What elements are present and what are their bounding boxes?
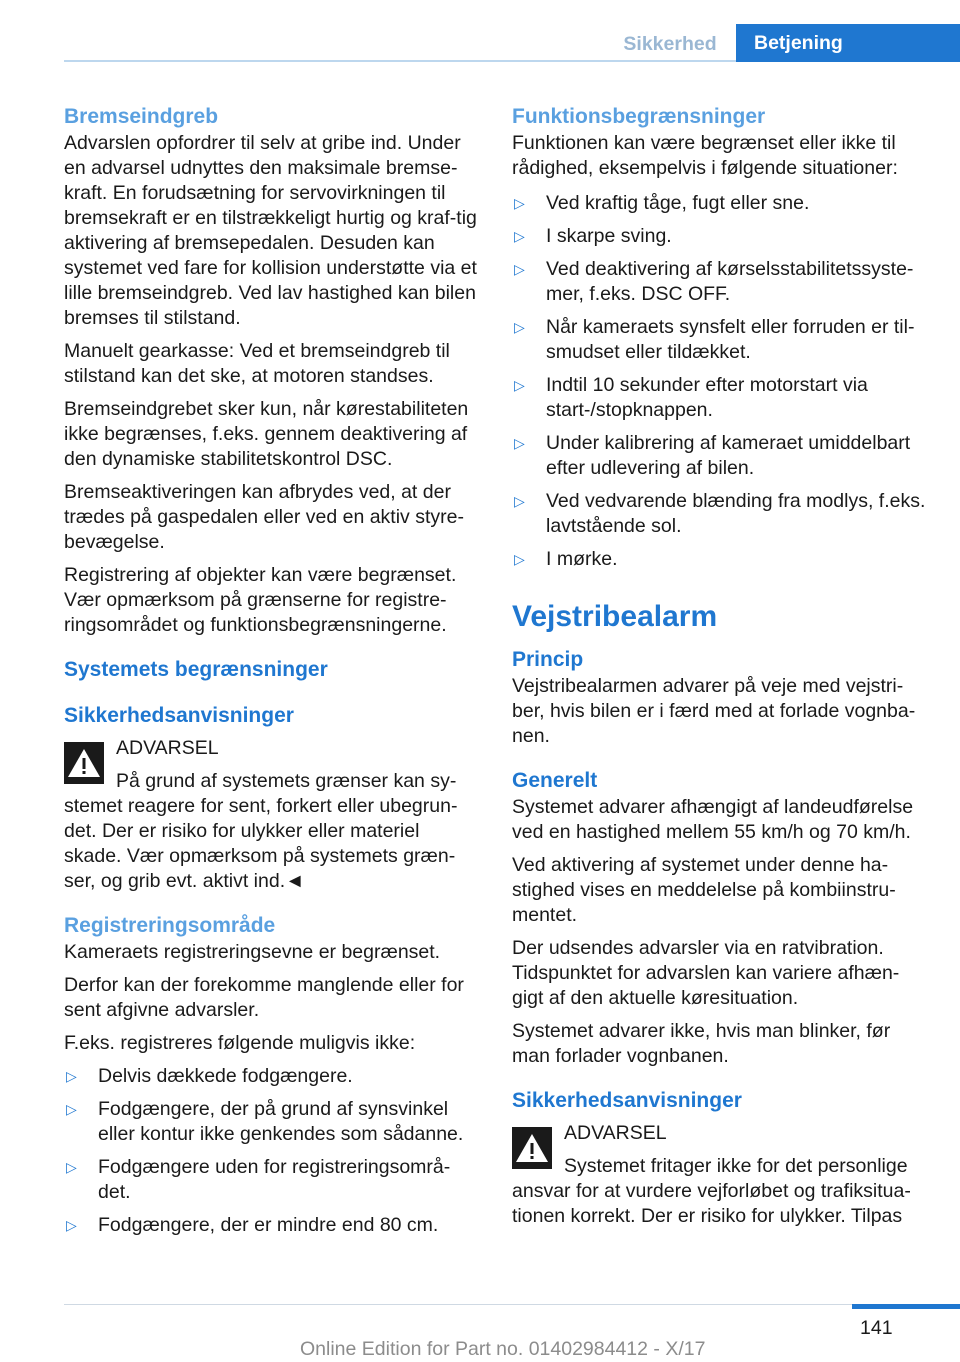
warning-triangle-icon — [512, 1127, 552, 1169]
paragraph: Derfor kan der forekomme manglende eller for sent afgivne advarsler. — [64, 974, 464, 1021]
list-item: ▷ Fodgængere uden for registreringsområ-det. — [66, 1156, 451, 1203]
left-column — [64, 103, 482, 1246]
warning-title: ADVARSEL — [116, 737, 219, 759]
warning-title: ADVARSEL — [564, 1122, 667, 1144]
page-number: 141 — [860, 1317, 893, 1339]
paragraph: Systemet advarer ikke, hvis man blinker, før man forlader vognbanen. — [512, 1020, 891, 1067]
paragraph: Ved aktivering af systemet under denne ha-stighed vises en meddelelse på kombiinstru-mentet. — [512, 854, 896, 926]
paragraph: Advarslen opfordrer til selv at gribe ind. Under en advarsel udnyttes den maksimale bremse-kraft. En forudsætning for servovirkningen til bremsekraft er en tilstrækkeligt hurtig og kraf-tig aktivering af bremsepedalen. Desuden kan systemet ved fare for kollision understøtte via et lille bremseindgreb. Ved lav hastighed kan bilen bremses til stilstand. — [64, 132, 477, 329]
triangle-bullet-icon: ▷ — [514, 195, 525, 211]
paragraph: Bremseaktiveringen kan afbrydes ved, at der trædes på gaspedalen eller ved en aktiv styre-bevægelse. — [64, 481, 464, 553]
paragraph: Bremseindgrebet sker kun, når kørestabiliteten ikke begrænses, f.eks. gennem deaktivering af den dynamiske stabilitetskontrol DSC. — [64, 398, 469, 470]
paragraph: Funktionen kan være begrænset eller ikke til rådighed, eksempelvis i følgende situationer: — [512, 132, 898, 179]
tab-betjening[interactable]: Betjening — [736, 24, 960, 62]
list-item: ▷ Fodgængere, der er mindre end 80 cm. — [66, 1214, 439, 1236]
bullet-list — [64, 1064, 482, 1238]
heading-registreringsomraade: Registreringsområde — [64, 914, 276, 937]
heading-generelt: Generelt — [512, 769, 598, 792]
warning-text-first-line: Systemet fritager ikke for det personlige — [564, 1155, 908, 1177]
triangle-bullet-icon: ▷ — [66, 1101, 77, 1117]
heading-bremseindgreb: Bremseindgreb — [64, 105, 219, 128]
list-item: ▷ I skarpe sving. — [514, 225, 672, 247]
triangle-bullet-icon: ▷ — [514, 435, 525, 451]
list-item: ▷ Delvis dækkede fodgængere. — [66, 1065, 353, 1087]
triangle-bullet-icon: ▷ — [514, 261, 525, 277]
warning-block — [64, 736, 482, 894]
warning-triangle-icon — [64, 742, 104, 784]
list-item: ▷ Indtil 10 sekunder efter motorstart via start-/stopknappen. — [514, 374, 868, 421]
heading-vejstribealarm: Vejstribealarm — [512, 600, 718, 633]
warning-text-first-line: På grund af systemets grænser kan sy- — [116, 770, 457, 792]
page-number-marker — [852, 1304, 960, 1309]
triangle-bullet-icon: ▷ — [66, 1217, 77, 1233]
triangle-bullet-icon: ▷ — [514, 493, 525, 509]
list-item: ▷ I mørke. — [514, 548, 618, 570]
heading-princip: Princip — [512, 648, 584, 671]
triangle-bullet-icon: ▷ — [514, 319, 525, 335]
paragraph: Systemet advarer afhængigt af landeudførelse ved en hastighed mellem 55 km/h og 70 km/h. — [512, 796, 914, 843]
right-column — [512, 103, 928, 1237]
warning-text: stemet reagere for sent, forkert eller ubegrun-det. Der er risiko for ulykker eller materiel skade. Vær opmærksom på systemets græn-ser, og grib evt. aktivt ind.◄ — [64, 795, 458, 892]
list-item: ▷ Under kalibrering af kameraet umiddelbart efter udlevering af bilen. — [514, 432, 911, 479]
heading-sikkerhedsanvisninger: Sikkerhedsanvisninger — [64, 704, 294, 727]
heading-sikkerhedsanvisninger: Sikkerhedsanvisninger — [512, 1089, 742, 1112]
heading-systemets-begraensninger: Systemets begrænsninger — [64, 658, 328, 681]
triangle-bullet-icon: ▷ — [66, 1068, 77, 1084]
list-item: ▷ Ved kraftig tåge, fugt eller sne. — [514, 192, 810, 214]
triangle-bullet-icon: ▷ — [66, 1159, 77, 1175]
paragraph: F.eks. registreres følgende muligvis ikke: — [64, 1032, 416, 1054]
heading-funktionsbegraensninger: Funktionsbegrænsninger — [512, 105, 766, 128]
list-item: ▷ Ved vedvarende blænding fra modlys, f.eks. lavtstående sol. — [514, 490, 926, 537]
edition-footer: Online Edition for Part no. 01402984412 - X/17 — [300, 1338, 706, 1360]
paragraph: Manuelt gearkasse: Ved et bremseindgreb til stilstand kan det ske, at motoren standses. — [64, 340, 450, 387]
warning-text: ansvar for at vurdere vejforløbet og trafiksitua-tionen korrekt. Der er risiko for ulykker. Tilpas — [512, 1180, 911, 1227]
paragraph: Registrering af objekter kan være begrænset. Vær opmærksom på grænserne for registre-ringsområdet og funktionsbegrænsningerne. — [64, 564, 457, 636]
triangle-bullet-icon: ▷ — [514, 228, 525, 244]
triangle-bullet-icon: ▷ — [514, 377, 525, 393]
triangle-bullet-icon: ▷ — [514, 551, 525, 567]
warning-block — [512, 1121, 928, 1229]
list-item: ▷ Ved deaktivering af kørselsstabilitetssyste-mer, f.eks. DSC OFF. — [514, 258, 914, 305]
paragraph: Kameraets registreringsevne er begrænset. — [64, 941, 441, 963]
list-item: ▷ Når kameraets synsfelt eller forruden er til-smudset eller tildækket. — [514, 316, 915, 363]
bullet-list — [512, 191, 928, 572]
paragraph: Der udsendes advarsler via en ratvibration. Tidspunktet for advarslen kan variere afhæn-gigt af den aktuelle køresituation. — [512, 937, 900, 1009]
footer-rule — [64, 1304, 960, 1305]
list-item: ▷ Fodgængere, der på grund af synsvinkel eller kontur ikke genkendes som sådanne. — [66, 1098, 464, 1145]
tab-sikkerhed[interactable]: Sikkerhed — [623, 33, 717, 55]
paragraph: Vejstribealarmen advarer på veje med vejstri-ber, hvis bilen er i færd med at forlade vognba-nen. — [512, 675, 916, 747]
